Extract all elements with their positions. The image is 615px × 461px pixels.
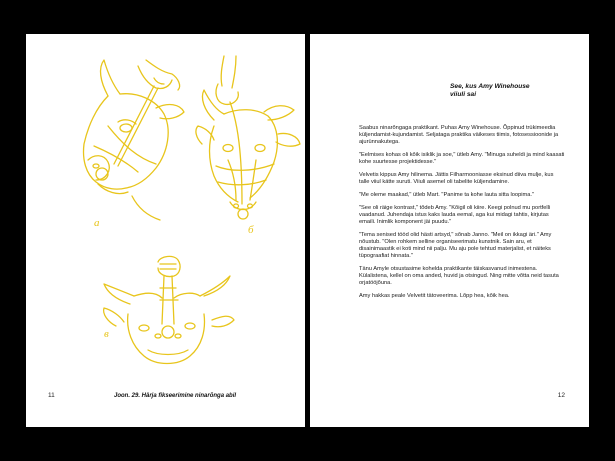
figure-label-c: в: [104, 328, 109, 340]
paragraph: Velvetis kippus Amy hilinema. Jättis Filharmooniasse eksinud diiva mulje, kus talle viiul kätte suruti. Viiuli asemel oli tabelite küljendamine.: [359, 172, 554, 186]
left-page: [26, 34, 305, 427]
bull-illustration-a: [68, 56, 188, 226]
paragraph: Saabus ninarõngaga praktikant. Puhas Amy Winehouse. Õppinud trükimeedia küljendamist-kujundamist. Seljataga praktika väikeses tiimis, fotosessioonide ja ajurünnakutega.: [359, 125, 559, 146]
paragraph: "See oli räige kontrast," tõdeb Amy. "Kõigil oli kiire. Keegi polnud mu portfelli vaadanud. Juhendaja istus kaks lauda eemal, aga kui midagi tahtis, kirjutas emaili. Inimlik komponent jäi puudu.": [359, 204, 551, 226]
paragraph: "Me oleme maakad," ütleb Mart. "Panime ta kohe lauta sitta loopima.": [359, 191, 534, 198]
figure-caption: Joon. 29. Härja fikseerimine ninarõnga abil: [114, 393, 237, 399]
chapter-title: [450, 83, 570, 99]
paragraph: "Tema senised tööd olid hästi artsyd," sõnab Janno. "Meil on ikkagi äri." Amy nõustub. "Olen rohkem selline organiseerimatu kunstnik. Sain aru, et disainimaastik ei koti mind nii palju. Mu aju pole tehtud materjalist, et näiteks tüpograafiat hinnata.": [359, 231, 552, 260]
bull-illustration-b: [194, 54, 302, 244]
chapter-title-line-1: See, kus Amy Winehouse: [450, 83, 530, 90]
right-page: [310, 34, 589, 427]
paragraph: "Eelmises kohas oli kõik isiklik ja soe," ütleb Amy. "Minuga suheldi ja mind kaasati kohe suurtesse projektidesse.": [359, 152, 565, 166]
bull-illustration-c: [98, 254, 238, 374]
page-number-left: 11: [48, 392, 55, 399]
chapter-title-line-2: viiuli sai: [450, 91, 477, 98]
page-number-right: 12: [557, 392, 565, 399]
paragraph: Tänu Amyle otsustasime kohelda praktikante täiskasvanud inimestena. Külalistena, kellel on oma anded, huvid ja otsingud. Ning mitte võtta neid tasuta orjatööjõuna.: [359, 266, 559, 287]
article-body: [359, 125, 565, 306]
figure-label-b: б: [248, 224, 254, 236]
figure-label-a: a: [94, 217, 100, 229]
paragraph: Amy hakkas peale Velvetit tätoveerima. Lõpp hea, kõik hea.: [359, 293, 510, 300]
